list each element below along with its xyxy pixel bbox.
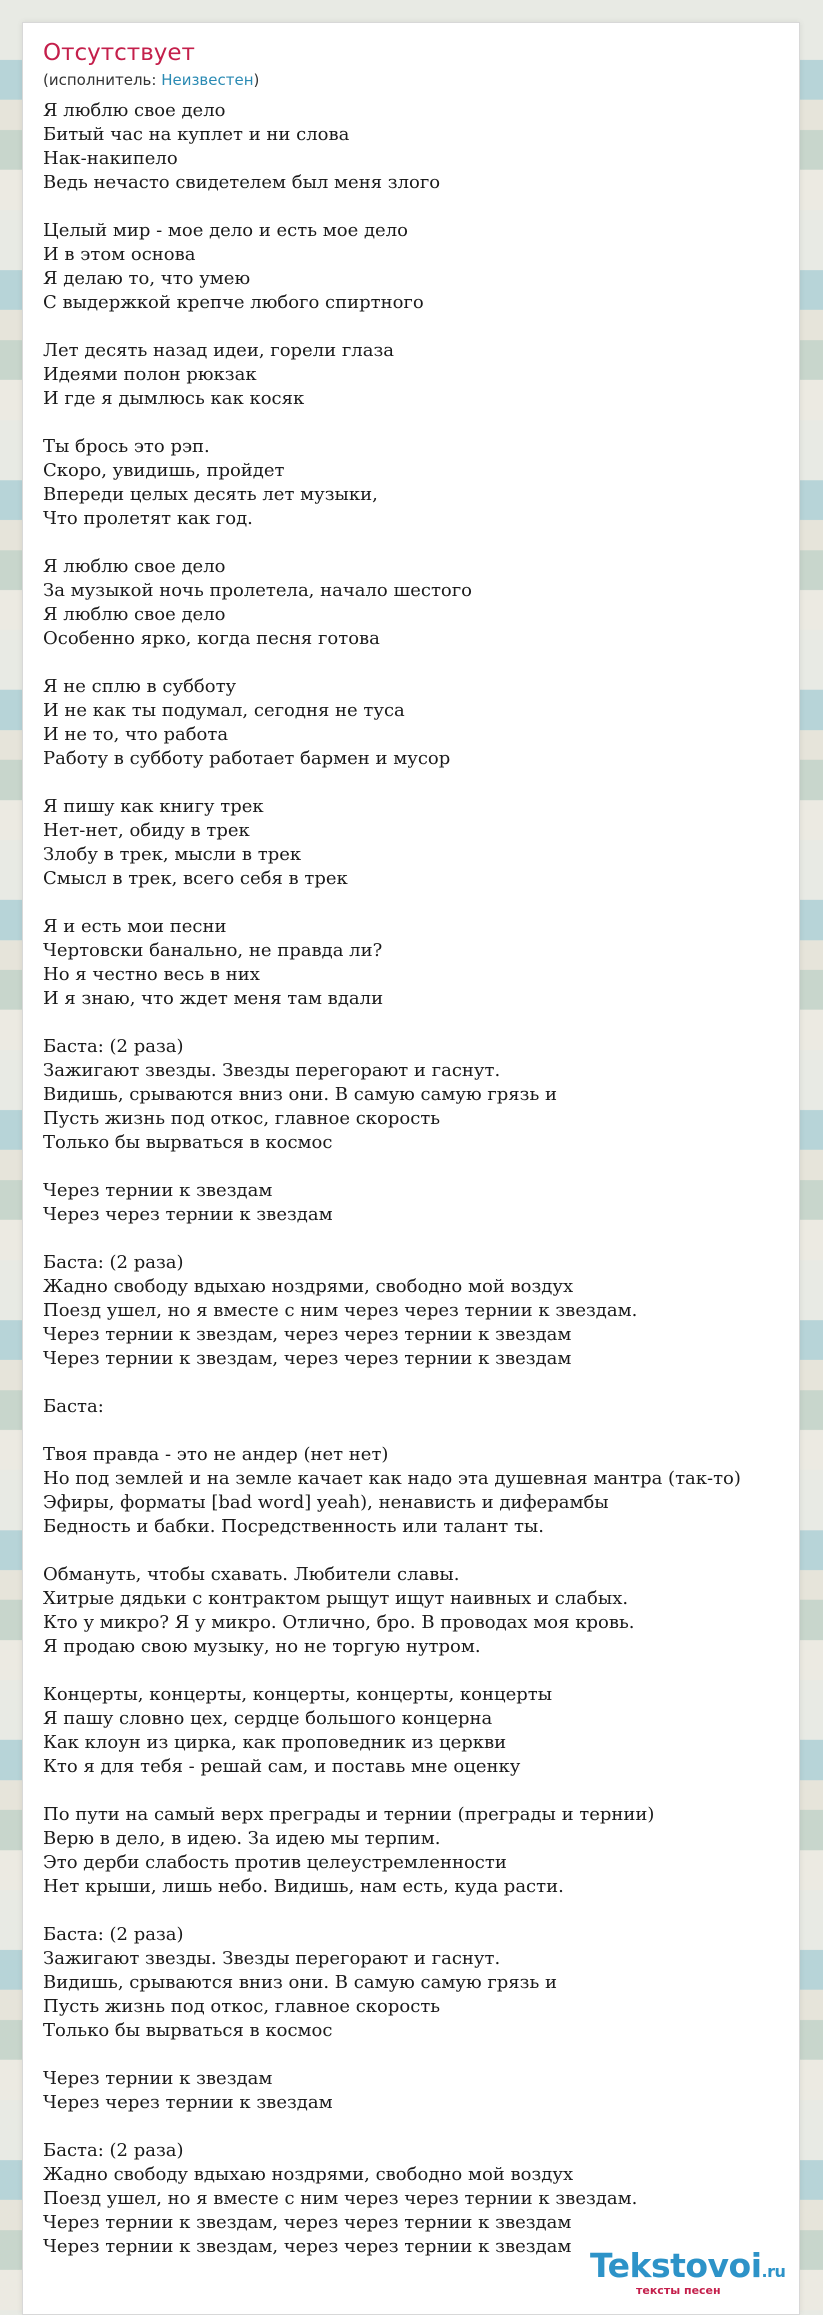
- lyric-line: Верю в дело, в идею. За идею мы терпим.: [43, 1828, 441, 1849]
- lyric-blank-line: [43, 531, 803, 555]
- lyric-line: С выдержкой крепче любого спиртного: [43, 292, 424, 313]
- lyric-line: И не как ты подумал, сегодня не туса: [43, 700, 405, 721]
- lyric-line: Обмануть, чтобы схавать. Любители славы.: [43, 1564, 460, 1585]
- lyric-line: Эфиры, форматы [bad word] yeah), ненависть и диферамбы: [43, 1492, 609, 1513]
- lyric-line: Через тернии к звездам, через через тернии к звездам: [43, 2236, 572, 2257]
- lyric-line: Особенно ярко, когда песня готова: [43, 628, 380, 649]
- lyric-blank-line: [43, 2115, 803, 2139]
- lyric-line: Через тернии к звездам: [43, 1180, 273, 1201]
- logo-wordmark: Tekstovoi: [590, 2246, 762, 2285]
- lyric-line: Через тернии к звездам, через через тернии к звездам: [43, 1324, 572, 1345]
- lyric-line: Твоя правда - это не андер (нет нет): [43, 1444, 389, 1465]
- lyric-blank-line: [43, 2043, 803, 2067]
- lyric-line: Я люблю свое дело: [43, 556, 226, 577]
- lyric-line: Поезд ушел, но я вместе с ним через через тернии к звездам.: [43, 1300, 638, 1321]
- lyric-line: Пусть жизнь под откос, главное скорость: [43, 1996, 441, 2017]
- lyric-blank-line: [43, 1371, 803, 1395]
- lyric-line: Целый мир - мое дело и есть мое дело: [43, 220, 408, 241]
- lyric-blank-line: [43, 1419, 803, 1443]
- lyric-line: Как клоун из цирка, как проповедник из церкви: [43, 1732, 507, 1753]
- lyric-line: И где я дымлюсь как косяк: [43, 388, 305, 409]
- lyric-line: Нет-нет, обиду в трек: [43, 820, 250, 841]
- lyric-line: Я не сплю в субботу: [43, 676, 237, 697]
- lyric-line: Через тернии к звездам, через через тернии к звездам: [43, 2212, 572, 2233]
- lyric-line: Только бы вырваться в космос: [43, 1132, 333, 1153]
- lyric-blank-line: [43, 1011, 803, 1035]
- lyric-line: Идеями полон рюкзак: [43, 364, 257, 385]
- lyric-blank-line: [43, 195, 803, 219]
- lyric-line: Битый час на куплет и ни слова: [43, 124, 350, 145]
- lyric-blank-line: [43, 651, 803, 675]
- site-logo[interactable]: [590, 2246, 800, 2306]
- lyric-line: Чертовски банально, не правда ли?: [43, 940, 383, 961]
- lyric-blank-line: [43, 411, 803, 435]
- lyric-line: Зажигают звезды. Звезды перегорают и гаснут.: [43, 1948, 501, 1969]
- logo-tagline: тексты песен: [636, 2284, 721, 2297]
- lyric-line: Но под землей и на земле качает как надо эта душевная мантра (так-то): [43, 1468, 741, 1489]
- lyric-blank-line: [43, 1539, 803, 1563]
- lyric-line: Только бы вырваться в космос: [43, 2020, 333, 2041]
- lyric-line: По пути на самый верх преграды и тернии (преграды и тернии): [43, 1804, 655, 1825]
- lyric-line: Через через тернии к звездам: [43, 2092, 333, 2113]
- artist-suffix: ): [253, 71, 260, 89]
- lyric-line: Что пролетят как год.: [43, 508, 253, 529]
- lyric-line: Пусть жизнь под откос, главное скорость: [43, 1108, 441, 1129]
- lyric-blank-line: [43, 771, 803, 795]
- lyric-line: Зажигают звезды. Звезды перегорают и гаснут.: [43, 1060, 501, 1081]
- lyric-line: Через через тернии к звездам: [43, 1204, 333, 1225]
- lyric-line: Концерты, концерты, концерты, концерты, концерты: [43, 1684, 553, 1705]
- lyric-line: Работу в субботу работает бармен и мусор: [43, 748, 451, 769]
- artist-prefix: (исполнитель:: [43, 71, 162, 89]
- lyric-line: Скоро, увидишь, пройдет: [43, 460, 285, 481]
- lyric-line: Я продаю свою музыку, но не торгую нутром.: [43, 1636, 481, 1657]
- lyric-line: Баста: (2 раза): [43, 1252, 184, 1273]
- lyric-line: Поезд ушел, но я вместе с ним через через тернии к звездам.: [43, 2188, 638, 2209]
- lyric-blank-line: [43, 1227, 803, 1251]
- lyric-line: За музыкой ночь пролетела, начало шестого: [43, 580, 473, 601]
- lyric-line: Жадно свободу вдыхаю ноздрями, свободно мой воздух: [43, 2164, 574, 2185]
- lyric-line: И в этом основа: [43, 244, 196, 265]
- lyric-line: Ты брось это рэп.: [43, 436, 210, 457]
- song-title: Отсутствует: [43, 40, 195, 66]
- lyric-line: Хитрые дядьки с контрактом рыщут ищут наивных и слабых.: [43, 1588, 629, 1609]
- lyric-blank-line: [43, 1899, 803, 1923]
- lyric-line: Через тернии к звездам, через через тернии к звездам: [43, 1348, 572, 1369]
- lyric-line: Злобу в трек, мысли в трек: [43, 844, 302, 865]
- logo-tld: .ru: [761, 2262, 786, 2281]
- lyric-blank-line: [43, 315, 803, 339]
- artist-link[interactable]: Неизвестен: [161, 71, 254, 89]
- lyric-line: Это дерби слабость против целеустремленности: [43, 1852, 507, 1873]
- lyric-blank-line: [43, 1779, 803, 1803]
- lyric-line: Баста:: [43, 1396, 104, 1417]
- lyrics-card: [22, 22, 800, 2315]
- lyric-line: И я знаю, что ждет меня там вдали: [43, 988, 384, 1009]
- lyric-line: Я делаю то, что умею: [43, 268, 251, 289]
- lyric-line: Нак-накипело: [43, 148, 178, 169]
- lyric-line: Баста: (2 раза): [43, 2140, 184, 2161]
- lyric-line: Нет крыши, лишь небо. Видишь, нам есть, куда расти.: [43, 1876, 564, 1897]
- lyric-line: Впереди целых десять лет музыки,: [43, 484, 378, 505]
- artist-line: [43, 70, 259, 90]
- lyric-line: И не то, что работа: [43, 724, 229, 745]
- lyric-line: Но я честно весь в них: [43, 964, 260, 985]
- lyric-line: Я и есть мои песни: [43, 916, 227, 937]
- lyric-line: Видишь, срываются вниз они. В самую самую грязь и: [43, 1972, 557, 1993]
- lyric-line: Баста: (2 раза): [43, 1036, 184, 1057]
- lyric-line: Я пишу как книгу трек: [43, 796, 264, 817]
- lyric-line: Жадно свободу вдыхаю ноздрями, свободно мой воздух: [43, 1276, 574, 1297]
- lyric-blank-line: [43, 891, 803, 915]
- lyric-line: Я люблю свое дело: [43, 100, 226, 121]
- lyric-line: Через тернии к звездам: [43, 2068, 273, 2089]
- lyric-line: Я пашу словно цех, сердце большого концерна: [43, 1708, 493, 1729]
- lyric-line: Бедность и бабки. Посредственность или талант ты.: [43, 1516, 544, 1537]
- lyric-blank-line: [43, 1155, 803, 1179]
- lyric-line: Кто у микро? Я у микро. Отлично, бро. В проводах моя кровь.: [43, 1612, 635, 1633]
- lyric-line: Видишь, срываются вниз они. В самую самую грязь и: [43, 1084, 557, 1105]
- lyric-blank-line: [43, 1659, 803, 1683]
- lyric-line: Лет десять назад идеи, горели глаза: [43, 340, 394, 361]
- lyric-line: Кто я для тебя - решай сам, и поставь мне оценку: [43, 1756, 521, 1777]
- lyrics-text: [43, 99, 803, 2259]
- lyric-line: Баста: (2 раза): [43, 1924, 184, 1945]
- lyric-line: Ведь нечасто свидетелем был меня злого: [43, 172, 441, 193]
- lyric-line: Я люблю свое дело: [43, 604, 226, 625]
- lyric-line: Смысл в трек, всего себя в трек: [43, 868, 348, 889]
